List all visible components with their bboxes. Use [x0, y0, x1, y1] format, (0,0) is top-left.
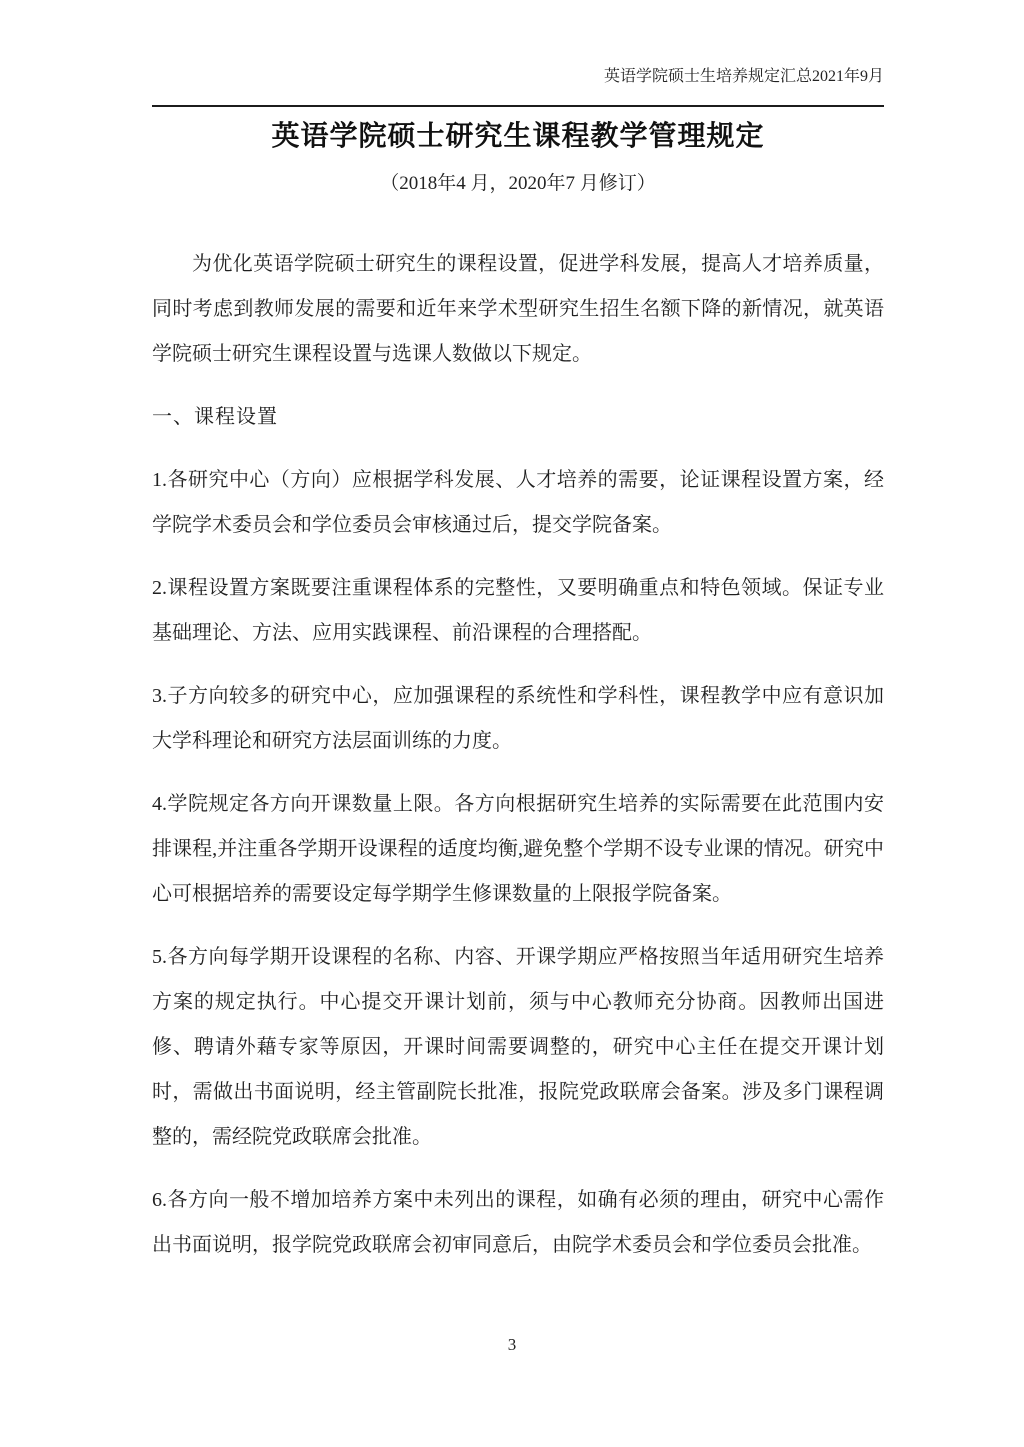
- intro-paragraph: 为优化英语学院硕士研究生的课程设置，促进学科发展，提高人才培养质量，同时考虑到教师发展的需要和近年来学术型研究生招生名额下降的新情况，就英语学院硕士研究生课程设置与选课人数做以下规定。: [152, 253, 884, 365]
- header-divider: [152, 105, 884, 107]
- page-number: 3: [507, 1335, 517, 1354]
- page-header-note: 英语学院硕士生培养规定汇总2021年9月: [603, 68, 884, 85]
- rule-item-2: 2.课程设置方案既要注重课程体系的完整性，又要明确重点和特色领域。保证专业基础理论、方法、应用实践课程、前沿课程的合理搭配。: [152, 577, 884, 644]
- rule-item-6: 6.各方向一般不增加培养方案中未列出的课程，如确有必须的理由，研究中心需作出书面说明，报学院党政联席会初审同意后，由院学术委员会和学位委员会批准。: [152, 1189, 884, 1256]
- document-body: [152, 242, 884, 1286]
- rule-item-5: 5.各方向每学期开设课程的名称、内容、开课学期应严格按照当年适用研究生培养方案的规定执行。中心提交开课计划前，须与中心教师充分协商。因教师出国进修、聘请外藉专家等原因，开课时间需要调整的，研究中心主任在提交开课计划时，需做出书面说明，经主管副院长批准，报院党政联席会备案。涉及多门课程调整的，需经院党政联席会批准。: [152, 946, 884, 1148]
- rule-item-1: 1.各研究中心（方向）应根据学科发展、人才培养的需要，论证课程设置方案，经学院学术委员会和学位委员会审核通过后，提交学院备案。: [152, 469, 884, 536]
- document-title: 英语学院硕士研究生课程教学管理规定: [271, 121, 765, 152]
- document-subtitle: （2018年4 月，2020年7 月修订）: [380, 173, 656, 194]
- rule-item-3: 3.子方向较多的研究中心，应加强课程的系统性和学科性，课程教学中应有意识加大学科理论和研究方法层面训练的力度。: [152, 685, 884, 752]
- section-heading-1: 一、课程设置: [152, 406, 278, 428]
- rule-item-4: 4.学院规定各方向开课数量上限。各方向根据研究生培养的实际需要在此范围内安排课程,并注重各学期开设课程的适度均衡,避免整个学期不设专业课的情况。研究中心可根据培养的需要设定每学期学生修课数量的上限报学院备案。: [152, 793, 884, 905]
